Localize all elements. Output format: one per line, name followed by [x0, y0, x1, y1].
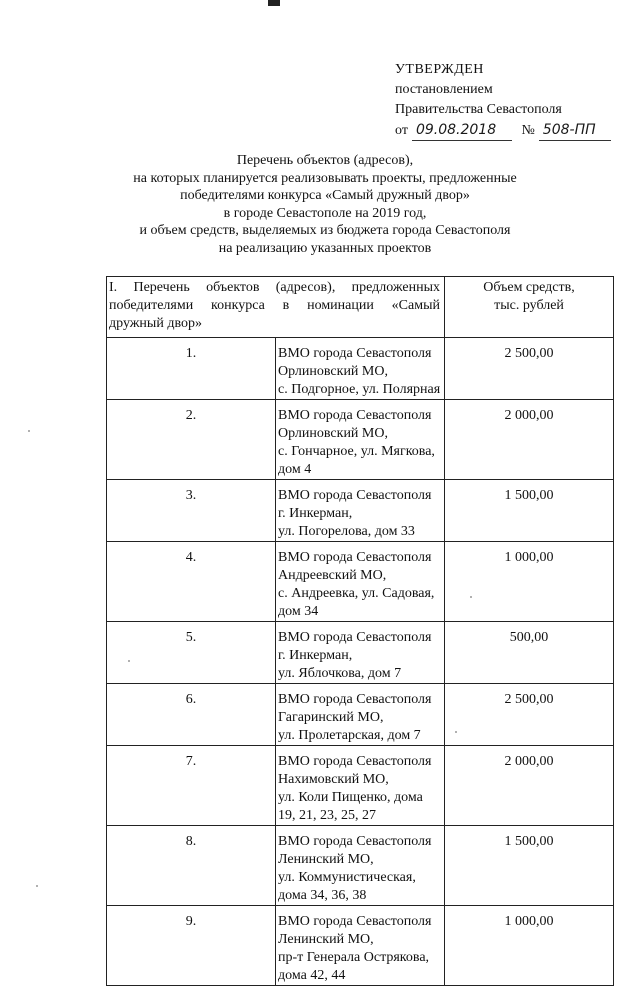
row-address	[276, 906, 445, 986]
row-number: 1.	[107, 338, 276, 400]
row-number: 3.	[107, 480, 276, 542]
table-header-row	[107, 277, 614, 338]
row-address-line-1: ВМО города Севастополя Андреевский МО,	[278, 550, 432, 583]
approval-heading: УТВЕРЖДЕН	[395, 62, 484, 77]
table-row	[107, 906, 614, 986]
document-title	[80, 152, 570, 257]
row-amount: 1 000,00	[445, 542, 614, 622]
row-amount: 2 500,00	[445, 338, 614, 400]
scan-speck	[470, 596, 472, 598]
header-amount	[445, 277, 614, 338]
approval-date-line	[395, 120, 611, 141]
title-line: на которых планируется реализовывать проекты, предложенные	[133, 170, 517, 186]
table-row	[107, 480, 614, 542]
row-number: 2.	[107, 400, 276, 480]
scan-speck	[28, 430, 30, 432]
title-line: на реализацию указанных проектов	[218, 240, 432, 256]
table-row	[107, 684, 614, 746]
header-objects-list: I. Перечень объектов (адресов), предложенных победителями конкурса в номинации «Самый дружный двор»	[107, 277, 445, 338]
scan-speck	[455, 731, 457, 733]
row-address-line-2: с. Подгорное, ул. Полярная	[278, 382, 441, 397]
row-address-line-1: ВМО города Севастополя Нахимовский МО,	[278, 754, 432, 787]
table-row	[107, 826, 614, 906]
row-address-line-2: ул. Яблочкова, дом 7	[278, 666, 402, 681]
row-address-line-2: ул. Пролетарская, дом 7	[278, 728, 421, 743]
row-number: 4.	[107, 542, 276, 622]
row-amount: 1 000,00	[445, 906, 614, 986]
row-address	[276, 826, 445, 906]
number-prefix: №	[521, 123, 535, 138]
row-address	[276, 746, 445, 826]
row-address	[276, 542, 445, 622]
approval-stamp	[395, 60, 611, 141]
table-row	[107, 622, 614, 684]
objects-table	[106, 276, 614, 986]
scan-speck	[128, 660, 130, 662]
title-line: Перечень объектов (адресов),	[236, 153, 414, 168]
row-number: 5.	[107, 622, 276, 684]
header-amount-line-2: тыс. рублей	[494, 298, 564, 313]
row-address-line-1: ВМО города Севастополя Орлиновский МО,	[278, 408, 432, 441]
row-number: 9.	[107, 906, 276, 986]
table-row	[107, 338, 614, 400]
header-amount-line-1: Объем средств,	[483, 280, 575, 295]
date-prefix: от	[395, 123, 408, 138]
row-address-line-2: ул. Коммунистическая, дома 34, 36, 38	[278, 870, 416, 903]
row-address-line-2: ул. Коли Пищенко, дома 19, 21, 23, 25, 27	[278, 790, 423, 823]
row-address-line-1: ВМО города Севастополя г. Инкерман,	[278, 488, 432, 521]
row-address	[276, 622, 445, 684]
row-number: 8.	[107, 826, 276, 906]
table-row	[107, 400, 614, 480]
title-line: в городе Севастополе на 2019 год,	[223, 205, 427, 221]
row-address-line-2: с. Андреевка, ул. Садовая, дом 34	[278, 586, 435, 619]
row-address-line-1: ВМО города Севастополя Гагаринский МО,	[278, 692, 432, 725]
table-body	[107, 338, 614, 986]
row-address-line-2: пр-т Генерала Острякова, дома 42, 44	[278, 950, 430, 983]
scan-mark	[268, 0, 280, 6]
table-row	[107, 542, 614, 622]
table-row	[107, 746, 614, 826]
row-address-line-1: ВМО города Севастополя Ленинский МО,	[278, 914, 432, 947]
row-address	[276, 338, 445, 400]
row-number: 6.	[107, 684, 276, 746]
approval-line-2: Правительства Севастополя	[395, 102, 562, 117]
row-address	[276, 684, 445, 746]
row-amount: 500,00	[445, 622, 614, 684]
row-amount: 2 000,00	[445, 746, 614, 826]
row-address	[276, 400, 445, 480]
handwritten-date: 09.08.2018	[412, 120, 512, 141]
approval-line-1: постановлением	[395, 82, 493, 97]
row-address	[276, 480, 445, 542]
row-number: 7.	[107, 746, 276, 826]
row-amount: 1 500,00	[445, 826, 614, 906]
row-address-line-2: с. Гончарное, ул. Мягкова, дом 4	[278, 444, 435, 477]
title-line: победителями конкурса «Самый дружный двор»	[180, 188, 470, 203]
row-amount: 2 000,00	[445, 400, 614, 480]
row-amount: 1 500,00	[445, 480, 614, 542]
row-address-line-1: ВМО города Севастополя Ленинский МО,	[278, 834, 432, 867]
handwritten-number: 508-ПП	[539, 120, 611, 141]
row-amount: 2 500,00	[445, 684, 614, 746]
title-line: и объем средств, выделяемых из бюджета города Севастополя	[139, 223, 511, 238]
row-address-line-1: ВМО города Севастополя г. Инкерман,	[278, 630, 432, 663]
scan-speck	[36, 885, 38, 887]
row-address-line-1: ВМО города Севастополя Орлиновский МО,	[278, 346, 432, 379]
row-address-line-2: ул. Погорелова, дом 33	[278, 524, 415, 539]
